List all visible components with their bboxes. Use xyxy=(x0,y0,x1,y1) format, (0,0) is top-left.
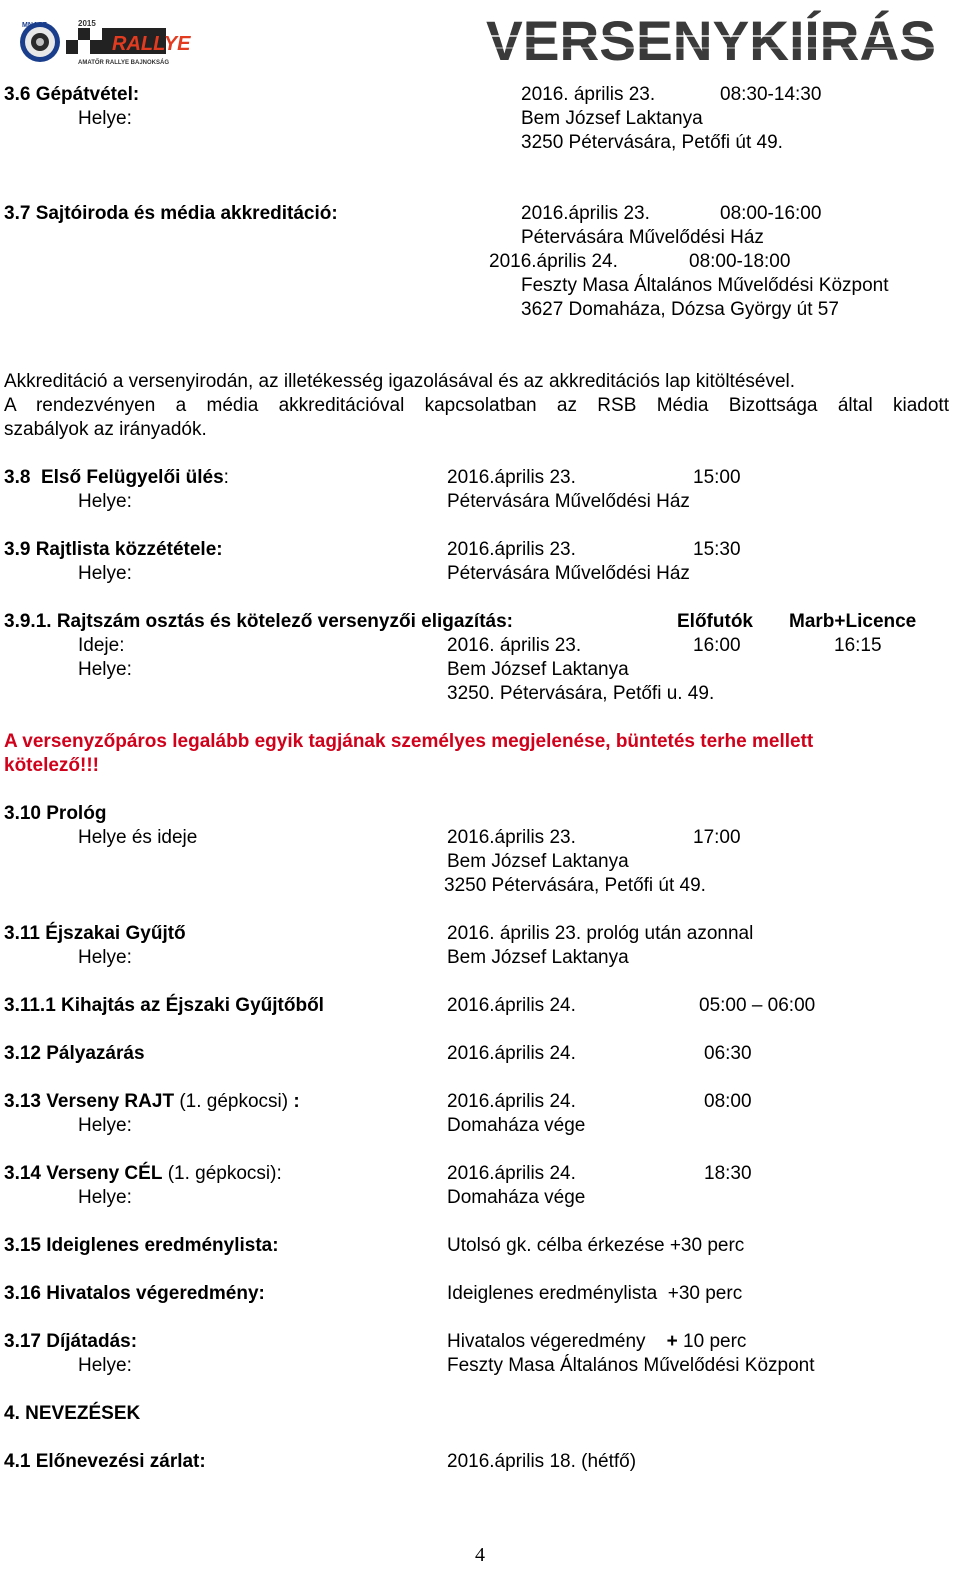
section-3-9-1-title: 3.9.1. Rajtszám osztás és kötelező versenyzői eligazítás: xyxy=(4,611,514,632)
section-3-6-time: 08:30-14:30 xyxy=(720,84,822,105)
section-3-9-1-time1: 16:00 xyxy=(693,635,741,656)
section-3-7-date1: 2016.április 23. xyxy=(521,203,650,224)
section-3-9-1-place2: 3250. Pétervására, Petőfi u. 49. xyxy=(447,683,715,704)
section-3-8-time: 15:00 xyxy=(693,467,741,488)
section-3-8-place-label: Helye: xyxy=(78,491,132,512)
section-3-9-1-time2: 16:15 xyxy=(834,635,882,656)
section-3-9-date: 2016.április 23. xyxy=(447,539,576,560)
section-3-10-date: 2016.április 23. xyxy=(447,827,576,848)
section-3-9-1-col-elofutok: Előfutók xyxy=(677,611,753,632)
svg-text:RALLYE: RALLYE xyxy=(112,33,191,55)
section-3-7-time2: 08:00-18:00 xyxy=(689,251,791,272)
section-3-7-place2: Feszty Masa Általános Művelődési Központ xyxy=(521,275,889,296)
section-3-9-time: 15:30 xyxy=(693,539,741,560)
accreditation-line1: Akkreditáció a versenyirodán, az illetékesség igazolásával és az akkreditációs lap kitöltésével. xyxy=(4,371,796,392)
section-3-11-place: Bem József Laktanya xyxy=(447,947,629,968)
section-3-8-place: Pétervására Művelődési Ház xyxy=(447,491,690,512)
section-3-17-value xyxy=(447,1330,746,1354)
section-3-13-date: 2016.április 24. xyxy=(447,1091,576,1112)
section-3-17-value-main: Hivatalos végeredmény xyxy=(447,1331,667,1352)
warning-line2: kötelező!!! xyxy=(4,755,99,776)
section-3-14-time: 18:30 xyxy=(704,1163,752,1184)
section-3-17-place: Feszty Masa Általános Művelődési Központ xyxy=(447,1355,815,1376)
accreditation-line2: A rendezvényen a média akkreditációval kapcsolatban az RSB Média Bizottsága által kiadott xyxy=(4,395,949,416)
section-3-14-place-label: Helye: xyxy=(78,1187,132,1208)
section-3-9-1-date: 2016. április 23. xyxy=(447,635,582,656)
section-3-17-value-minutes: 10 perc xyxy=(677,1331,747,1352)
section-3-7-place1: Pétervására Művelődési Ház xyxy=(521,227,764,248)
section-3-7-title: 3.7 Sajtóiroda és média akkreditáció: xyxy=(4,203,338,224)
section-3-11-1-title: 3.11.1 Kihajtás az Éjszaki Gyűjtőből xyxy=(4,995,324,1016)
section-3-9-place: Pétervására Művelődési Ház xyxy=(447,563,690,584)
section-3-11-1-time: 05:00 – 06:00 xyxy=(699,995,816,1016)
section-3-15-title: 3.15 Ideiglenes eredménylista: xyxy=(4,1235,279,1256)
rally-logo xyxy=(18,18,191,68)
section-3-12-title: 3.12 Pályazárás xyxy=(4,1043,145,1064)
section-4-1-title: 4.1 Előnevezési zárlat: xyxy=(4,1451,206,1472)
section-3-8-title xyxy=(4,466,229,490)
warning-line1: A versenyzőpáros legalább egyik tagjának személyes megjelenése, büntetés terhe mellett xyxy=(4,731,814,752)
section-3-13-title-colon: : xyxy=(293,1091,300,1112)
section-3-16-title: 3.16 Hivatalos végeredmény: xyxy=(4,1283,265,1304)
section-3-14-title-normal: (1. gépkocsi): xyxy=(162,1163,282,1184)
section-3-10-place1: Bem József Laktanya xyxy=(447,851,629,872)
section-4-title: 4. NEVEZÉSEK xyxy=(4,1403,141,1424)
section-3-9-place-label: Helye: xyxy=(78,563,132,584)
section-3-6-place2: 3250 Pétervására, Petőfi út 49. xyxy=(521,132,783,153)
svg-text:2015: 2015 xyxy=(78,19,96,28)
section-3-14-date: 2016.április 24. xyxy=(447,1163,576,1184)
section-3-9-title: 3.9 Rajtlista közzététele: xyxy=(4,539,223,560)
section-3-7-date2: 2016.április 24. xyxy=(489,251,618,272)
svg-text:AMATŐR RALLYE BAJNOKSÁG: AMATŐR RALLYE BAJNOKSÁG xyxy=(78,60,170,66)
section-3-11-place-label: Helye: xyxy=(78,947,132,968)
svg-text:MNASZ: MNASZ xyxy=(22,22,47,29)
page-number: 4 xyxy=(475,1544,485,1566)
section-3-12-date: 2016.április 24. xyxy=(447,1043,576,1064)
section-3-13-title-normal: (1. gépkocsi) xyxy=(174,1091,294,1112)
accreditation-line3: szabályok az irányadók. xyxy=(4,419,207,440)
section-3-7-place3: 3627 Domaháza, Dózsa György út 57 xyxy=(521,299,839,320)
section-3-10-title: 3.10 Prológ xyxy=(4,803,107,824)
section-3-15-value: Utolsó gk. célba érkezése +30 perc xyxy=(447,1235,745,1256)
section-3-6-title: 3.6 Gépátvétel: xyxy=(4,84,140,105)
section-3-7-time1: 08:00-16:00 xyxy=(720,203,822,224)
section-3-14-title-bold: 3.14 Verseny CÉL xyxy=(4,1163,163,1184)
section-3-6-place1: Bem József Laktanya xyxy=(521,108,703,129)
versenykiiras-banner xyxy=(484,6,944,72)
svg-text:VERSENYKIÍRÁS: VERSENYKIÍRÁS xyxy=(486,9,936,72)
section-3-9-1-time-label: Ideje: xyxy=(78,635,125,656)
section-3-10-label: Helye és ideje xyxy=(78,827,198,848)
section-3-9-1-place-label: Helye: xyxy=(78,659,132,680)
section-3-13-time: 08:00 xyxy=(704,1091,752,1112)
section-3-13-title xyxy=(4,1090,300,1114)
section-3-11-1-date: 2016.április 24. xyxy=(447,995,576,1016)
page-header xyxy=(0,0,960,78)
section-3-10-time: 17:00 xyxy=(693,827,741,848)
section-3-13-place: Domaháza vége xyxy=(447,1115,586,1136)
section-3-8-name: Első Felügyelői ülés xyxy=(40,467,224,488)
section-3-6-date: 2016. április 23. xyxy=(521,84,656,105)
section-3-8-number: 3.8 xyxy=(4,467,31,488)
section-3-17-title: 3.17 Díjátadás: xyxy=(4,1331,138,1352)
section-3-6-place-label: Helye: xyxy=(78,108,132,129)
section-3-17-place-label: Helye: xyxy=(78,1355,132,1376)
section-3-13-title-bold: 3.13 Verseny RAJT xyxy=(4,1091,175,1112)
section-3-9-1-col-marb: Marb+Licence xyxy=(789,611,917,632)
section-3-10-place2: 3250 Pétervására, Petőfi út 49. xyxy=(444,875,706,896)
section-3-17-value-plus: + xyxy=(666,1331,678,1352)
section-3-13-place-label: Helye: xyxy=(78,1115,132,1136)
section-3-12-time: 06:30 xyxy=(704,1043,752,1064)
section-4-1-date: 2016.április 18. (hétfő) xyxy=(447,1451,637,1472)
section-3-14-place: Domaháza vége xyxy=(447,1187,586,1208)
section-3-16-value: Ideiglenes eredménylista +30 perc xyxy=(447,1283,743,1304)
section-3-14-title xyxy=(4,1162,282,1186)
section-3-8-colon: : xyxy=(223,467,229,488)
section-3-11-title: 3.11 Éjszakai Gyűjtő xyxy=(4,923,186,944)
section-3-9-1-place1: Bem József Laktanya xyxy=(447,659,629,680)
section-3-11-date: 2016. április 23. prológ után azonnal xyxy=(447,923,754,944)
section-3-8-date: 2016.április 23. xyxy=(447,467,576,488)
